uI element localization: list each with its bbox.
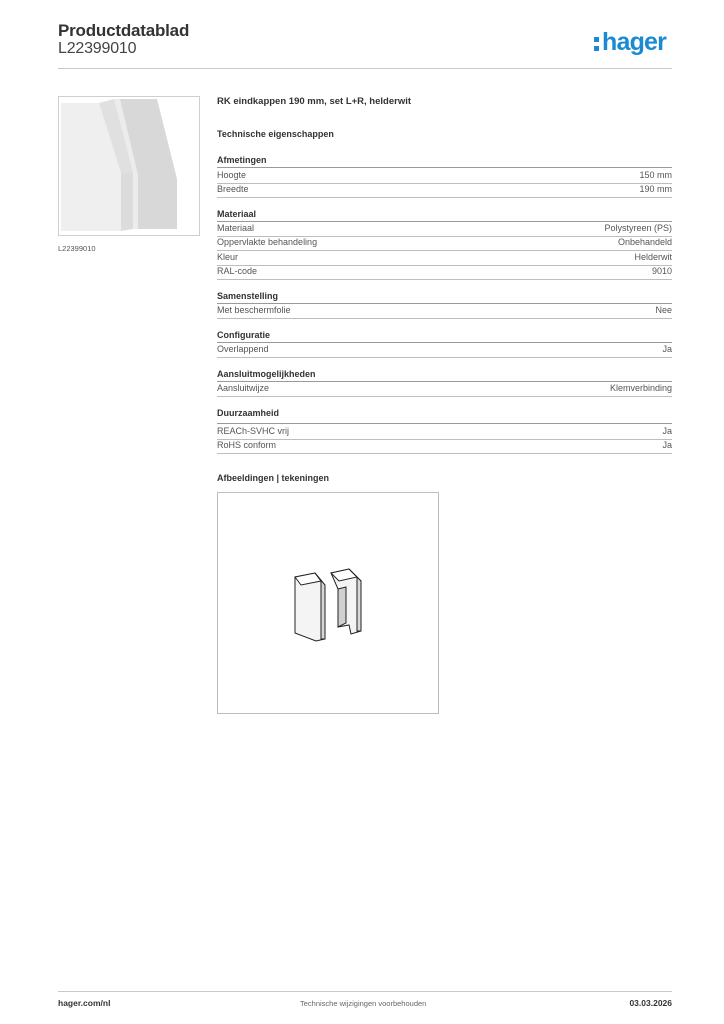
spec-value: Klemverbinding (609, 383, 672, 393)
spec-row (217, 183, 672, 198)
footer-disclaimer: Technische wijzigingen voorbehouden (300, 999, 427, 1008)
section-heading: Materiaal (217, 209, 257, 219)
section-heading: Aansluitmogelijkheden (217, 369, 316, 379)
spec-row (217, 343, 672, 358)
spec-row (217, 304, 672, 319)
spec-key: Kleur (217, 252, 239, 262)
spec-key: Overlappend (217, 344, 269, 354)
spec-value: Onbehandeld (617, 237, 672, 247)
product-name: RK eindkappen 190 mm, set L+R, helderwit (217, 96, 412, 107)
spec-value: 190 mm (639, 184, 672, 194)
section-heading: Configuratie (217, 330, 270, 340)
footer-date: 03.03.2026 (629, 998, 672, 1008)
spec-value: Helderwit (634, 252, 672, 262)
spec-row (217, 251, 672, 266)
spec-key: Materiaal (217, 223, 255, 233)
spec-key: Breedte (217, 184, 249, 194)
spec-value: Ja (662, 426, 672, 436)
spec-value: Ja (662, 344, 672, 354)
footer-divider (58, 991, 672, 992)
section-heading: Duurzaamheid (217, 408, 280, 418)
spec-row (217, 236, 672, 251)
section-heading: Samenstelling (217, 291, 279, 301)
spec-row (217, 439, 672, 454)
tech-properties-heading: Technische eigenschappen (217, 129, 334, 139)
spec-row (217, 265, 672, 280)
spec-key: Met beschermfolie (217, 305, 291, 315)
image-caption: L22399010 (58, 244, 96, 253)
spec-key: REACh-SVHC vrij (217, 426, 290, 436)
spec-key: Hoogte (217, 170, 247, 180)
logo-colon-icon (594, 34, 601, 52)
spec-row (217, 169, 672, 184)
spec-value: Polystyreen (PS) (604, 223, 672, 233)
footer-website-link[interactable]: hager.com/nl (58, 998, 111, 1008)
spec-value: 9010 (651, 266, 672, 276)
header-divider (58, 68, 672, 69)
page-title: Productdatablad (58, 21, 190, 40)
spec-value: Nee (655, 305, 672, 315)
section-divider (217, 167, 672, 168)
spec-value: Ja (662, 440, 672, 450)
spec-row (217, 425, 672, 440)
spec-key: RoHS conform (217, 440, 277, 450)
product-code: L22399010 (58, 40, 137, 57)
technical-drawing (217, 492, 439, 714)
logo-text: hager (602, 28, 667, 56)
spec-key: RAL-code (217, 266, 258, 276)
spec-key: Aansluitwijze (217, 383, 270, 393)
spec-row (217, 222, 672, 237)
hager-logo (594, 28, 666, 57)
section-heading: Afmetingen (217, 155, 267, 165)
spec-key: Oppervlakte behandeling (217, 237, 318, 247)
spec-row (217, 382, 672, 397)
section-divider (217, 423, 672, 424)
product-image (58, 96, 200, 236)
drawings-heading: Afbeeldingen | tekeningen (217, 473, 330, 483)
spec-value: 150 mm (639, 170, 672, 180)
